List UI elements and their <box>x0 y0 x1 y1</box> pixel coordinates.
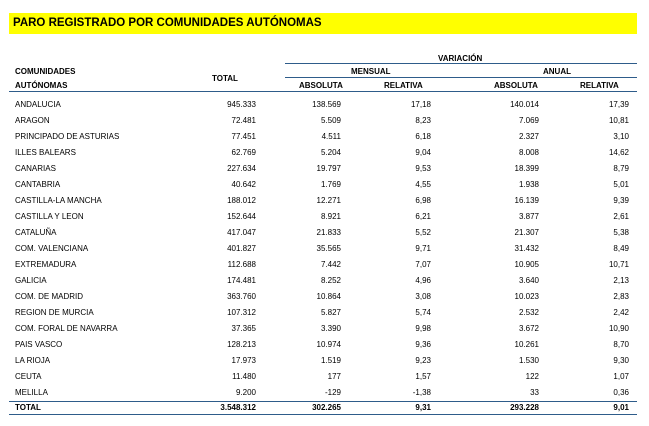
anual-absoluta-cell: 10.023 <box>514 292 539 301</box>
anual-relativa-cell: 10,90 <box>608 324 629 333</box>
anual-absoluta-cell: 31.432 <box>514 244 539 253</box>
table-row <box>9 129 637 145</box>
mensual-relativa-cell: 9,04 <box>415 148 431 157</box>
total-cell: 152.644 <box>227 212 256 221</box>
mensual-absoluta-cell: 5.827 <box>320 308 341 317</box>
total-cell: 363.760 <box>227 292 256 301</box>
page-title: PARO REGISTRADO POR COMUNIDADES AUTÓNOMAS <box>13 17 322 29</box>
anual-absoluta-cell: 2.327 <box>518 132 539 141</box>
mensual-relativa-cell: 9,71 <box>415 244 431 253</box>
table-row <box>9 209 637 225</box>
community-cell: CEUTA <box>15 372 42 381</box>
anual-relativa-cell: 2,42 <box>613 308 629 317</box>
anual-relativa-cell: 9,01 <box>613 403 629 412</box>
rule-variacion <box>285 63 637 64</box>
community-cell: ARAGON <box>15 116 50 125</box>
anual-absoluta-cell: 3.640 <box>518 276 539 285</box>
community-cell: CANARIAS <box>15 164 56 173</box>
anual-absoluta-cell: 8.008 <box>518 148 539 157</box>
anual-absoluta-cell: 18.399 <box>514 164 539 173</box>
anual-absoluta-cell: 21.307 <box>514 228 539 237</box>
anual-relativa-cell: 9,30 <box>613 356 629 365</box>
mensual-absoluta-cell: 3.390 <box>320 324 341 333</box>
anual-relativa-cell: 3,10 <box>613 132 629 141</box>
total-cell: 17.973 <box>231 356 256 365</box>
total-cell: 40.642 <box>231 180 256 189</box>
community-cell: GALICIA <box>15 276 47 285</box>
anual-relativa-cell: 9,39 <box>613 196 629 205</box>
mensual-relativa-cell: 9,53 <box>415 164 431 173</box>
anual-absoluta-cell: 140.014 <box>510 100 539 109</box>
table-row <box>9 305 637 321</box>
total-cell: 227.634 <box>227 164 256 173</box>
anual-relativa-cell: 10,71 <box>608 260 629 269</box>
table-row <box>9 193 637 209</box>
community-cell: LA RIOJA <box>15 356 51 365</box>
anual-absoluta-cell: 33 <box>530 388 539 397</box>
community-cell: PRINCIPADO DE ASTURIAS <box>15 132 120 141</box>
mensual-relativa-cell: 8,23 <box>415 116 431 125</box>
mensual-absoluta-cell: 8.921 <box>320 212 341 221</box>
community-cell: COM. FORAL DE NAVARRA <box>15 324 118 333</box>
table-row <box>9 257 637 273</box>
total-cell: 128.213 <box>227 340 256 349</box>
community-cell: CASTILLA Y LEON <box>15 212 84 221</box>
total-cell: 62.769 <box>231 148 256 157</box>
total-cell: 174.481 <box>227 276 256 285</box>
community-cell: CASTILLA-LA MANCHA <box>15 196 102 205</box>
table-row <box>9 113 637 129</box>
mensual-relativa-cell: 9,23 <box>415 356 431 365</box>
anual-relativa-cell: 5,38 <box>613 228 629 237</box>
anual-relativa-cell: 8,79 <box>613 164 629 173</box>
mensual-absoluta-cell: 35.565 <box>316 244 341 253</box>
total-cell: 77.451 <box>231 132 256 141</box>
mensual-relativa-cell: 7,07 <box>415 260 431 269</box>
table-row <box>9 145 637 161</box>
mensual-absoluta-cell: 10.864 <box>316 292 341 301</box>
mensual-absoluta-cell: 21.833 <box>316 228 341 237</box>
table-row <box>9 353 637 369</box>
header-total: TOTAL <box>212 74 238 83</box>
mensual-absoluta-cell: 302.265 <box>312 403 341 412</box>
community-cell: EXTREMADURA <box>15 260 77 269</box>
total-cell: 3.548.312 <box>220 403 256 412</box>
community-cell: COM. DE MADRID <box>15 292 83 301</box>
anual-relativa-cell: 2,61 <box>613 212 629 221</box>
mensual-relativa-cell: 17,18 <box>410 100 431 109</box>
total-cell: 37.365 <box>231 324 256 333</box>
total-cell: 11.480 <box>232 372 256 381</box>
table-row <box>9 241 637 257</box>
anual-absoluta-cell: 1.530 <box>518 356 539 365</box>
community-cell: REGION DE MURCIA <box>15 308 94 317</box>
table-row <box>9 369 637 385</box>
mensual-absoluta-cell: 19.797 <box>316 164 341 173</box>
mensual-absoluta-cell: 1.519 <box>320 356 341 365</box>
total-cell: 417.047 <box>227 228 256 237</box>
community-cell: COM. VALENCIANA <box>15 244 89 253</box>
header-comunidades-2: AUTÓNOMAS <box>15 81 68 90</box>
title-bar <box>9 13 637 34</box>
community-cell: CANTABRIA <box>15 180 61 189</box>
anual-relativa-cell: 14,62 <box>608 148 629 157</box>
mensual-relativa-cell: -1,38 <box>412 388 431 397</box>
table-row <box>9 225 637 241</box>
mensual-absoluta-cell: 177 <box>327 372 341 381</box>
rule-total-bottom <box>9 414 637 415</box>
mensual-absoluta-cell: 5.509 <box>320 116 341 125</box>
anual-absoluta-cell: 3.672 <box>518 324 539 333</box>
table-row <box>9 97 637 113</box>
total-cell: 9.200 <box>235 388 256 397</box>
anual-absoluta-cell: 293.228 <box>510 403 539 412</box>
mensual-relativa-cell: 5,52 <box>415 228 431 237</box>
mensual-relativa-cell: 6,21 <box>415 212 431 221</box>
header-mensual: MENSUAL <box>351 67 391 76</box>
mensual-relativa-cell: 9,98 <box>415 324 431 333</box>
mensual-relativa-cell: 5,74 <box>415 308 431 317</box>
mensual-absoluta-cell: -129 <box>324 388 341 397</box>
rule-mensual-anual <box>285 77 637 78</box>
total-cell: 107.312 <box>227 308 256 317</box>
anual-relativa-cell: 8,49 <box>613 244 629 253</box>
mensual-absoluta-cell: 10.974 <box>316 340 341 349</box>
mensual-absoluta-cell: 7.442 <box>320 260 341 269</box>
anual-relativa-cell: 1,07 <box>613 372 629 381</box>
total-cell: 112.688 <box>227 260 256 269</box>
header-relativa-anual: RELATIVA <box>580 81 619 90</box>
mensual-relativa-cell: 9,31 <box>415 403 431 412</box>
table-row <box>9 385 637 401</box>
header-anual: ANUAL <box>543 67 571 76</box>
anual-absoluta-cell: 7.069 <box>518 116 539 125</box>
total-cell: 72.481 <box>231 116 256 125</box>
mensual-absoluta-cell: 4.511 <box>321 132 341 141</box>
table-row <box>9 321 637 337</box>
mensual-relativa-cell: 6,98 <box>415 196 431 205</box>
mensual-relativa-cell: 6,18 <box>415 132 431 141</box>
anual-relativa-cell: 5,01 <box>613 180 629 189</box>
header-variacion: VARIACIÓN <box>438 54 483 63</box>
anual-relativa-cell: 0,36 <box>613 388 629 397</box>
table-row <box>9 337 637 353</box>
mensual-absoluta-cell: 8.252 <box>320 276 341 285</box>
header-absoluta-mensual: ABSOLUTA <box>299 81 343 90</box>
community-cell: PAIS VASCO <box>15 340 63 349</box>
anual-absoluta-cell: 122 <box>525 372 539 381</box>
mensual-relativa-cell: 9,36 <box>415 340 431 349</box>
community-cell: ILLES BALEARS <box>15 148 76 157</box>
mensual-absoluta-cell: 138.569 <box>312 100 341 109</box>
anual-absoluta-cell: 2.532 <box>518 308 539 317</box>
community-cell: TOTAL <box>15 403 41 412</box>
table-row <box>9 273 637 289</box>
mensual-absoluta-cell: 12.271 <box>316 196 341 205</box>
rule-header-bottom <box>9 91 637 92</box>
header-relativa-mensual: RELATIVA <box>384 81 423 90</box>
table-row <box>9 177 637 193</box>
anual-absoluta-cell: 10.905 <box>514 260 539 269</box>
mensual-relativa-cell: 1,57 <box>415 372 431 381</box>
anual-absoluta-cell: 16.139 <box>514 196 539 205</box>
mensual-relativa-cell: 4,96 <box>415 276 431 285</box>
community-cell: ANDALUCIA <box>15 100 61 109</box>
community-cell: MELILLA <box>15 388 48 397</box>
anual-relativa-cell: 10,81 <box>608 116 629 125</box>
header-absoluta-anual: ABSOLUTA <box>494 81 538 90</box>
anual-absoluta-cell: 3.877 <box>518 212 539 221</box>
mensual-relativa-cell: 3,08 <box>415 292 431 301</box>
anual-relativa-cell: 2,83 <box>613 292 629 301</box>
header-comunidades-1: COMUNIDADES <box>15 67 76 76</box>
community-cell: CATALUÑA <box>15 228 57 237</box>
mensual-absoluta-cell: 1.769 <box>320 180 341 189</box>
total-cell: 945.333 <box>227 100 256 109</box>
table-row <box>9 289 637 305</box>
anual-relativa-cell: 8,70 <box>613 340 629 349</box>
mensual-relativa-cell: 4,55 <box>415 180 431 189</box>
total-cell: 188.012 <box>227 196 256 205</box>
anual-absoluta-cell: 1.938 <box>518 180 539 189</box>
mensual-absoluta-cell: 5.204 <box>320 148 341 157</box>
rule-total-top <box>9 401 637 402</box>
anual-relativa-cell: 2,13 <box>613 276 629 285</box>
anual-absoluta-cell: 10.261 <box>514 340 539 349</box>
table-row <box>9 161 637 177</box>
anual-relativa-cell: 17,39 <box>608 100 629 109</box>
total-cell: 401.827 <box>227 244 256 253</box>
